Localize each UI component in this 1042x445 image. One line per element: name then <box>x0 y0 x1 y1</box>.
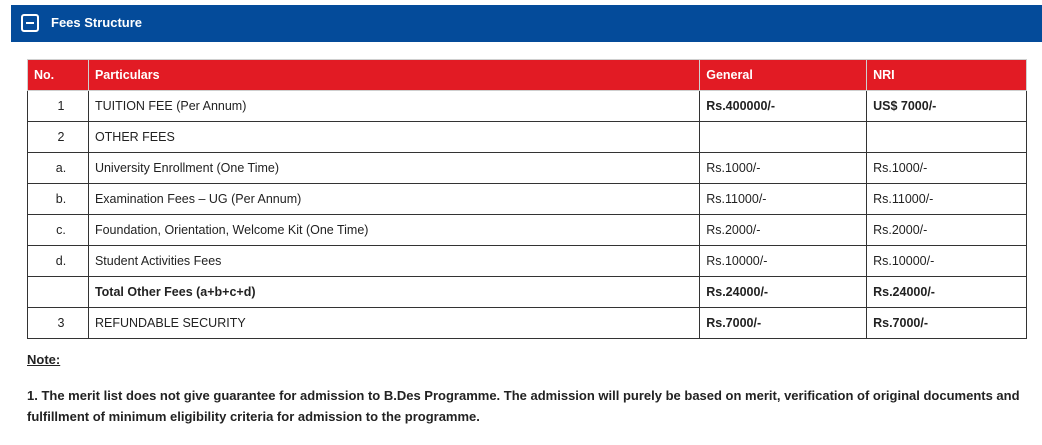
row-no: a. <box>28 153 89 184</box>
header-general: General <box>700 60 867 91</box>
table-row <box>28 122 1027 153</box>
row-nri: Rs.24000/- <box>867 277 1027 308</box>
table-row <box>28 246 1027 277</box>
row-no: d. <box>28 246 89 277</box>
row-nri: Rs.7000/- <box>867 308 1027 339</box>
row-nri: Rs.1000/- <box>867 153 1027 184</box>
row-general: Rs.400000/- <box>700 91 867 122</box>
row-no: b. <box>28 184 89 215</box>
table-row <box>28 91 1027 122</box>
table-row <box>28 277 1027 308</box>
row-general: Rs.24000/- <box>700 277 867 308</box>
table-header-row <box>28 60 1027 91</box>
row-particulars: Foundation, Orientation, Welcome Kit (One Time) <box>88 215 699 246</box>
header-no: No. <box>28 60 89 91</box>
row-nri: US$ 7000/- <box>867 91 1027 122</box>
row-particulars: Student Activities Fees <box>88 246 699 277</box>
fees-table <box>27 59 1027 339</box>
row-general: Rs.7000/- <box>700 308 867 339</box>
row-particulars: University Enrollment (One Time) <box>88 153 699 184</box>
row-no <box>28 277 89 308</box>
table-row <box>28 215 1027 246</box>
row-nri: Rs.11000/- <box>867 184 1027 215</box>
table-row <box>28 308 1027 339</box>
row-no: 3 <box>28 308 89 339</box>
header-particulars: Particulars <box>88 60 699 91</box>
row-no: c. <box>28 215 89 246</box>
note-text: 1. The merit list does not give guarantee for admission to B.Des Programme. The admission will purely be based on merit, verification of original documents and fulfillment of minimum eligibility criteria for admission to the programme. <box>27 388 1020 424</box>
section-title: Fees Structure <box>51 15 143 30</box>
row-general <box>700 122 867 153</box>
row-general: Rs.1000/- <box>700 153 867 184</box>
row-particulars: OTHER FEES <box>88 122 699 153</box>
row-nri: Rs.10000/- <box>867 246 1027 277</box>
fees-structure-header[interactable] <box>11 5 1042 42</box>
row-particulars: TUITION FEE (Per Annum) <box>88 91 699 122</box>
row-particulars: REFUNDABLE SECURITY <box>88 308 699 339</box>
table-row <box>28 153 1027 184</box>
row-particulars: Total Other Fees (a+b+c+d) <box>88 277 699 308</box>
note-label: Note: <box>27 352 61 367</box>
row-no: 2 <box>28 122 89 153</box>
row-nri: Rs.2000/- <box>867 215 1027 246</box>
row-general: Rs.10000/- <box>700 246 867 277</box>
row-general: Rs.2000/- <box>700 215 867 246</box>
row-general: Rs.11000/- <box>700 184 867 215</box>
row-no: 1 <box>28 91 89 122</box>
table-row <box>28 184 1027 215</box>
row-particulars: Examination Fees – UG (Per Annum) <box>88 184 699 215</box>
row-nri <box>867 122 1027 153</box>
header-nri: NRI <box>867 60 1027 91</box>
minus-square-icon[interactable] <box>21 14 39 32</box>
